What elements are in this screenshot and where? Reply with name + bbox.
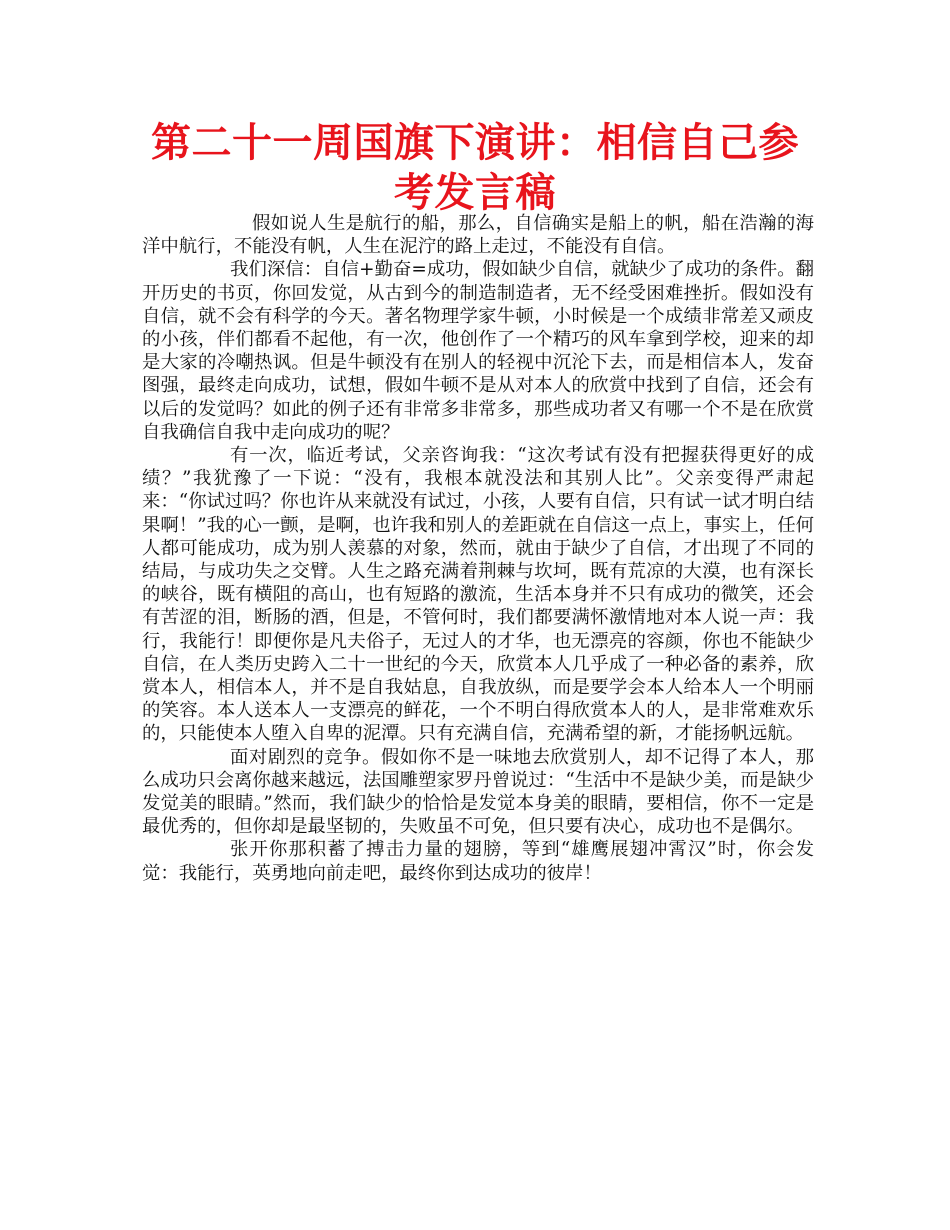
paragraph-4: 面对剧烈的竞争。假如你不是一味地去欣赏别人，却不记得了本人，那么成功只会离你越来越远，法国雕塑家罗丹曾说过：“生活中不是缺少美，而是缺少发觉美的眼睛。”然而，我们缺少的恰恰是发觉本身美的眼睛，要相信，你不一定是最优秀的，但你却是最坚韧的，失败虽不可免，但只要有决心，成功也不是偶尔。 <box>142 746 814 838</box>
paragraph-3: 有一次，临近考试，父亲咨询我：“这次考试有没有把握获得更好的成绩？”我犹豫了一下说：“没有，我根本就没法和其别人比”。父亲变得严肃起来：“你试过吗？你也许从来就没有试过，小孩，人要有自信，只有试一试才明白结果啊！”我的心一颤，是啊，也许我和别人的差距就在自信这一点上，事实上，任何人都可能成功，成为别人羡慕的对象，然而，就由于缺少了自信，才出现了不同的结局，与成功失之交臂。人生之路充满着荆棘与坎坷，既有荒凉的大漠，也有深长的峡谷，既有横阻的高山，也有短路的激流，生活本身并不只有成功的微笑，还会有苦涩的泪，断肠的酒，但是，不管何时，我们都要满怀激情地对本人说一声：我行，我能行！即便你是凡夫俗子，无过人的才华，也无漂亮的容颜，你也不能缺少自信，在人类历史跨入二十一世纪的今天，欣赏本人几乎成了一种必备的素养，欣赏本人，相信本人，并不是自我姑息，自我放纵，而是要学会本人给本人一个明丽的笑容。本人送本人一支漂亮的鲜花，一个不明白得欣赏本人的人，是非常难欢乐的，只能使本人堕入自卑的泥潭。只有充满自信，充满希望的新，才能扬帆远航。 <box>142 445 814 745</box>
paragraph-5: 张开你那积蓄了搏击力量的翅膀，等到“雄鹰展翅冲霄汉”时，你会发觉：我能行，英勇地向前走吧，最终你到达成功的彼岸！ <box>142 839 814 884</box>
document-body <box>142 212 814 885</box>
paragraph-2: 我们深信：自信+勤奋=成功，假如缺少自信，就缺少了成功的条件。翻开历史的书页，你回发觉，从古到今的制造制造者，无不经受困难挫折。假如没有自信，就不会有科学的今天。著名物理学家牛顿，小时候是一个成绩非常差又顽皮的小孩，伴们都看不起他，有一次，他创作了一个精巧的风车拿到学校，迎来的却是大家的冷嘲热讽。但是牛顿没有在别人的轻视中沉沦下去，而是相信本人，发奋图强，最终走向成功，试想，假如牛顿不是从对本人的欣赏中找到了自信，还会有以后的发觉吗？如此的例子还有非常多非常多，那些成功者又有哪一个不是在欣赏自我确信自我中走向成功的呢？ <box>142 259 814 443</box>
page-title: 第二十一周国旗下演讲：相信自己参考发言稿 <box>151 120 799 216</box>
paragraph-1: 假如说人生是航行的船，那么，自信确实是船上的帆，船在浩瀚的海洋中航行，不能没有帆，人生在泥泞的路上走过，不能没有自信。 <box>142 213 814 258</box>
